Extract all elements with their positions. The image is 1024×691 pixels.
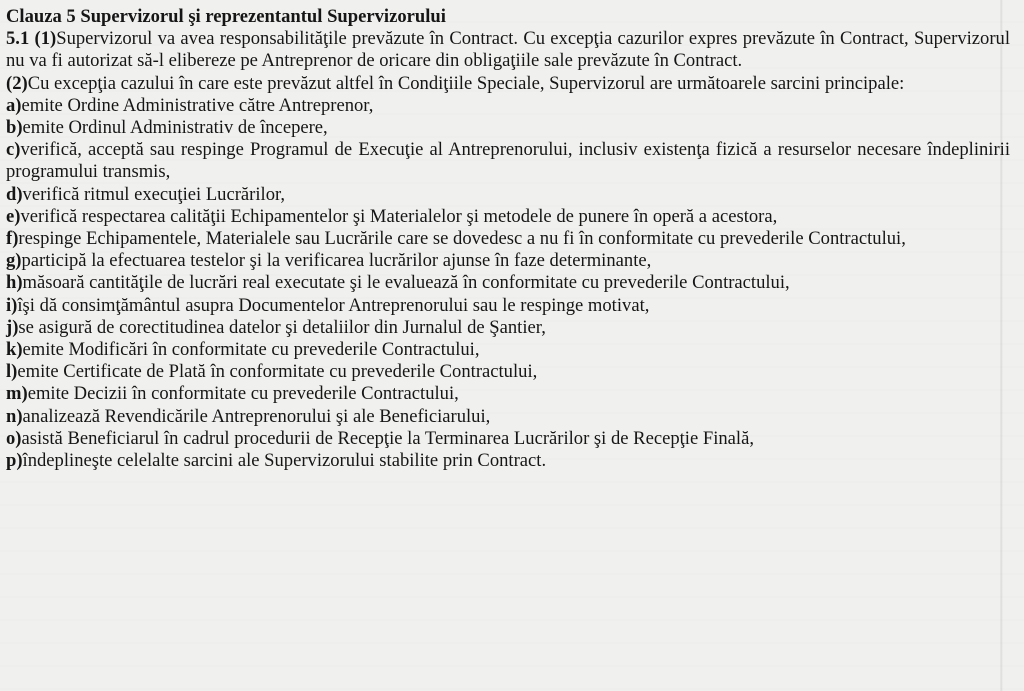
list-item-text: emite Ordinul Administrativ de începere, <box>22 117 328 139</box>
list-item-text: verifică, acceptă sau respinge Programul de Execuţie al Antreprenorului, inclusiv existenţa fizică a resurselor necesare îndeplinirii programului transmis, <box>6 139 1010 183</box>
list-item <box>6 184 1010 206</box>
list-item <box>6 117 1010 139</box>
list-item <box>6 95 1010 117</box>
list-item-text: participă la efectuarea testelor şi la verificarea lucrărilor ajunse în faze determinante, <box>21 250 652 272</box>
paragraph-5-1-2 <box>6 73 1010 95</box>
list-item <box>6 406 1010 428</box>
list-item-letter: n) <box>6 405 23 427</box>
paragraph-5-1-1 <box>6 28 1010 72</box>
list-item-text: măsoară cantităţile de lucrări real executate şi le evaluează în conformitate cu prevederile Contractului, <box>22 272 790 294</box>
paragraph-marker-1: (1) <box>34 28 57 50</box>
list-item <box>6 272 1010 294</box>
list-item-text: emite Modificări în conformitate cu prevederile Contractului, <box>22 339 480 361</box>
list-item-letter: k) <box>6 339 23 361</box>
paragraph-text-2: Cu excepţia cazului în care este prevăzut altfel în Condiţiile Speciale, Supervizorul are următoarele sarcini principale: <box>27 72 905 94</box>
list-item-letter: g) <box>6 250 22 272</box>
list-item-text: emite Certificate de Plată în conformitate cu prevederile Contractului, <box>17 361 538 383</box>
list-item-letter: p) <box>6 450 23 472</box>
list-item-letter: f) <box>6 228 19 250</box>
list-item-text: îndeplineşte celelalte sarcini ale Supervizorului stabilite prin Contract. <box>22 450 547 472</box>
document-body <box>6 6 1010 472</box>
list-item-text: analizează Revendicările Antreprenorului şi ale Beneficiarului, <box>22 405 491 427</box>
paragraph-marker-2: (2) <box>6 72 28 94</box>
clause-title: Clauza 5 Supervizorul şi reprezentantul Supervizorului <box>6 6 446 27</box>
list-item-text: asistă Beneficiarul în cadrul procedurii de Recepţie la Terminarea Lucrărilor şi de Recepţie Finală, <box>21 427 754 449</box>
list-item-letter: m) <box>6 383 28 405</box>
list-item-letter: d) <box>6 183 23 205</box>
list-item-letter: e) <box>6 205 21 227</box>
section-number: 5.1 <box>6 28 30 50</box>
list-item-letter: a) <box>6 94 22 116</box>
list-item-letter: j) <box>6 316 19 338</box>
list-item-letter: b) <box>6 117 23 139</box>
list-item-letter: c) <box>6 139 21 161</box>
list-item-text: se asigură de corectitudinea datelor şi detaliilor din Jurnalul de Şantier, <box>18 316 546 338</box>
paragraph-text-1: Supervizorul va avea responsabilităţile prevăzute în Contract. Cu excepţia cazurilor expres prevăzute în Contract, Supervizorul nu va fi autorizat să-l elibereze pe Antreprenor de oricare din obligaţiile sale prevăzute în Contract. <box>6 28 1010 72</box>
list-item-text: emite Ordine Administrative către Antreprenor, <box>21 94 374 116</box>
list-item-text: verifică ritmul execuţiei Lucrărilor, <box>22 183 286 205</box>
list-item-letter: h) <box>6 272 23 294</box>
list-item <box>6 317 1010 339</box>
list-item-text: emite Decizii în conformitate cu prevederile Contractului, <box>27 383 459 405</box>
list-item <box>6 295 1010 317</box>
list-item-text: îşi dă consimţământul asupra Documentelor Antreprenorului sau le respinge motivat, <box>17 294 650 316</box>
list-item <box>6 383 1010 405</box>
list-item-text: verifică respectarea calităţii Echipamentelor şi Materialelor şi metodele de punere în operă a acestora, <box>20 205 778 227</box>
list-item <box>6 450 1010 472</box>
list-item <box>6 139 1010 183</box>
list-item-letter: l) <box>6 361 18 383</box>
list-item <box>6 250 1010 272</box>
list-item <box>6 428 1010 450</box>
task-list <box>6 95 1010 472</box>
list-item <box>6 228 1010 250</box>
list-item <box>6 206 1010 228</box>
list-item-letter: i) <box>6 294 18 316</box>
list-item <box>6 361 1010 383</box>
list-item-letter: o) <box>6 427 22 449</box>
list-item-text: respinge Echipamentele, Materialele sau Lucrările care se dovedesc a nu fi în conformitate cu prevederile Contractului, <box>18 228 906 250</box>
list-item <box>6 339 1010 361</box>
